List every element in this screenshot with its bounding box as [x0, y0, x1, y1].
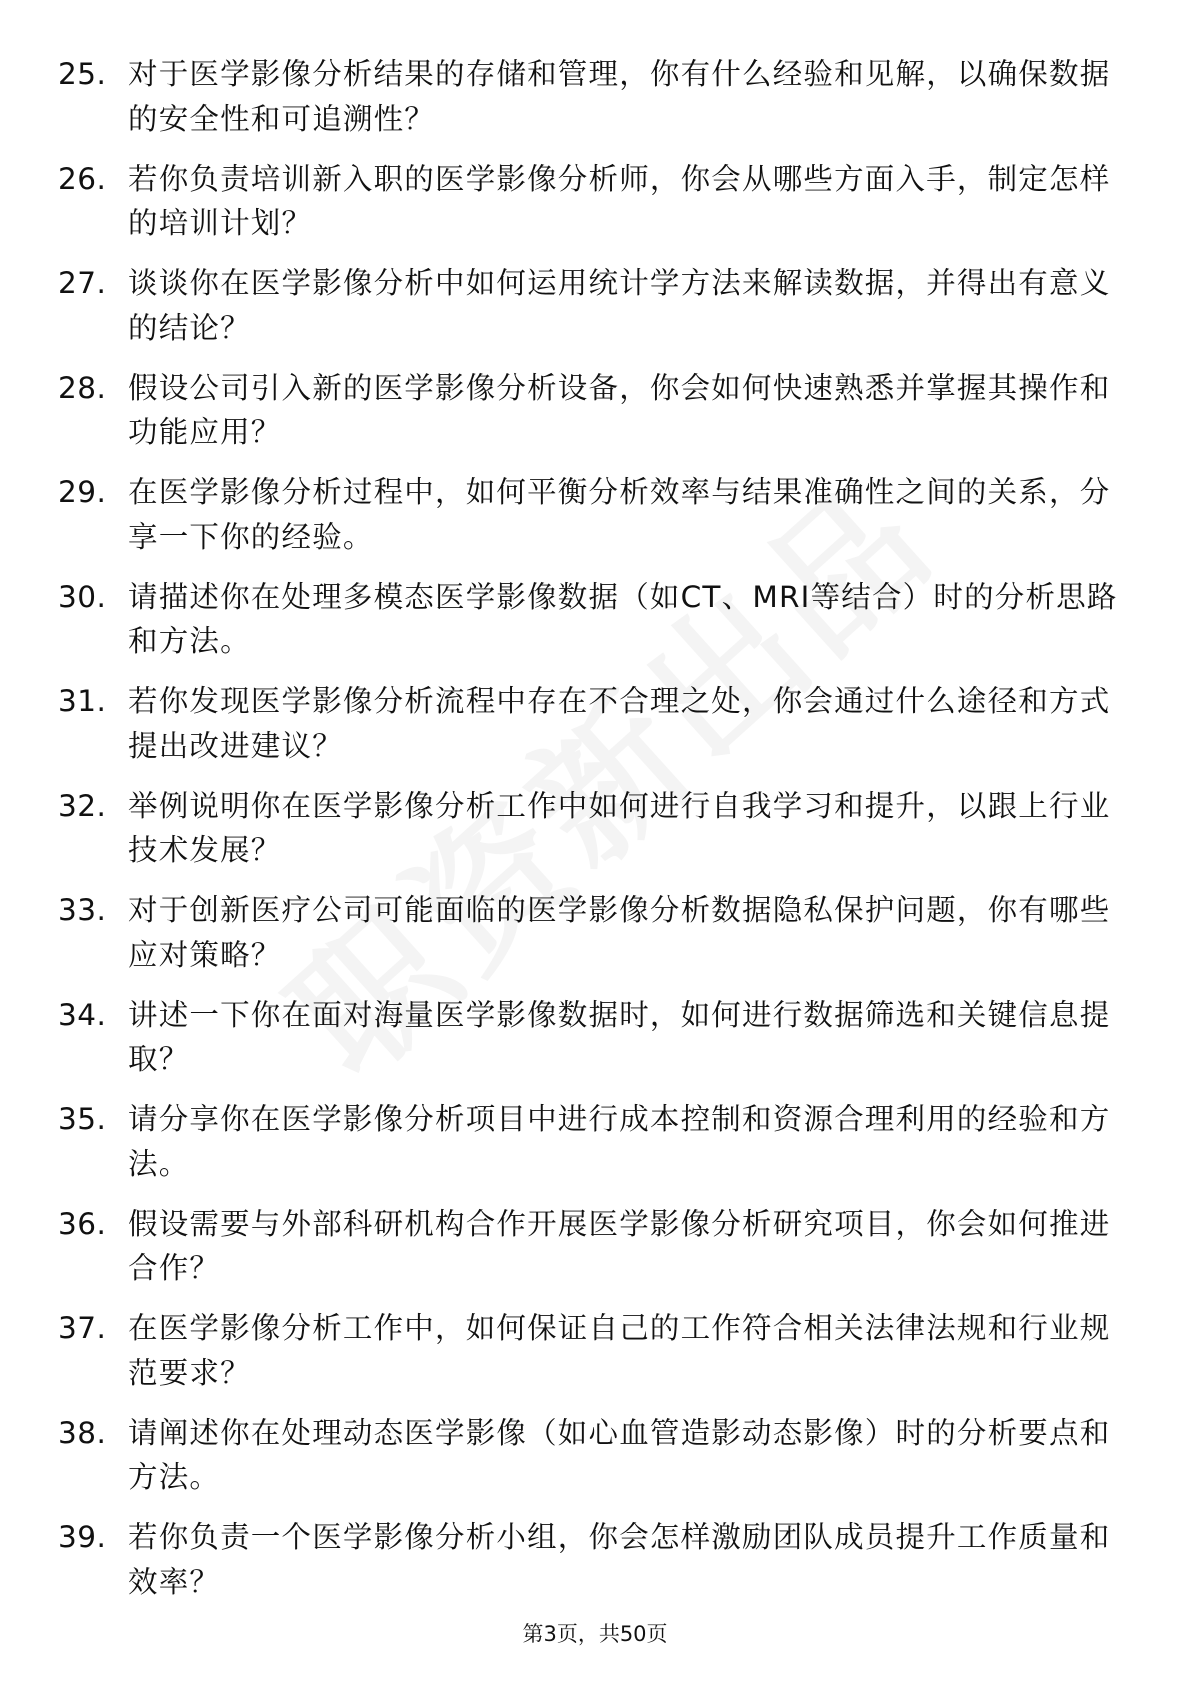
list-item	[58, 784, 1118, 873]
question-number: 29.	[58, 475, 107, 509]
question-text: 请描述你在处理多模态医学影像数据（如CT、MRI等结合）时的分析思路和方法。	[128, 579, 1118, 658]
question-text: 若你发现医学影像分析流程中存在不合理之处，你会通过什么途径和方式提出改进建议？	[128, 684, 1111, 763]
list-item	[58, 679, 1118, 768]
list-item	[58, 888, 1118, 977]
question-number: 25.	[58, 57, 107, 91]
question-text: 对于创新医疗公司可能面临的医学影像分析数据隐私保护问题，你有哪些应对策略？	[128, 893, 1111, 972]
page-footer: 第3页，共50页	[522, 1622, 668, 1646]
question-text: 谈谈你在医学影像分析中如何运用统计学方法来解读数据，并得出有意义的结论？	[128, 266, 1111, 345]
question-number: 39.	[58, 1520, 107, 1554]
question-number: 31.	[58, 684, 107, 718]
question-text: 在医学影像分析过程中，如何平衡分析效率与结果准确性之间的关系，分享一下你的经验。	[128, 475, 1111, 554]
question-list	[58, 52, 1118, 1620]
question-text: 讲述一下你在面对海量医学影像数据时，如何进行数据筛选和关键信息提取？	[128, 997, 1111, 1076]
question-text: 假设公司引入新的医学影像分析设备，你会如何快速熟悉并掌握其操作和功能应用？	[128, 370, 1111, 449]
list-item	[58, 1411, 1118, 1500]
question-number: 27.	[58, 266, 107, 300]
question-number: 38.	[58, 1415, 107, 1450]
list-item	[58, 470, 1118, 559]
question-number: 30.	[58, 579, 107, 614]
question-text: 举例说明你在医学影像分析工作中如何进行自我学习和提升，以跟上行业技术发展？	[128, 788, 1111, 867]
list-item	[58, 366, 1118, 455]
list-item	[58, 157, 1118, 246]
list-item	[58, 1097, 1118, 1186]
list-item	[58, 261, 1118, 350]
list-item	[58, 1202, 1118, 1291]
list-item	[58, 575, 1118, 664]
question-number: 37.	[58, 1311, 107, 1345]
question-text: 请分享你在医学影像分析项目中进行成本控制和资源合理利用的经验和方法。	[128, 1102, 1111, 1181]
question-text: 若你负责一个医学影像分析小组，你会怎样激励团队成员提升工作质量和效率？	[128, 1520, 1111, 1599]
question-number: 35.	[58, 1102, 107, 1136]
question-text: 若你负责培训新入职的医学影像分析师，你会从哪些方面入手，制定怎样的培训计划？	[128, 161, 1111, 240]
list-item	[58, 52, 1118, 141]
question-number: 33.	[58, 893, 107, 927]
question-number: 28.	[58, 370, 107, 405]
question-text: 请阐述你在处理动态医学影像（如心血管造影动态影像）时的分析要点和方法。	[128, 1415, 1111, 1494]
question-number: 26.	[58, 161, 107, 196]
question-number: 34.	[58, 997, 107, 1032]
list-item	[58, 993, 1118, 1082]
question-number: 36.	[58, 1206, 107, 1241]
list-item	[58, 1515, 1118, 1604]
list-item	[58, 1306, 1118, 1395]
question-text: 在医学影像分析工作中，如何保证自己的工作符合相关法律法规和行业规范要求？	[128, 1311, 1111, 1390]
question-text: 假设需要与外部科研机构合作开展医学影像分析研究项目，你会如何推进合作？	[128, 1206, 1111, 1285]
question-number: 32.	[58, 788, 107, 823]
question-text: 对于医学影像分析结果的存储和管理，你有什么经验和见解，以确保数据的安全性和可追溯性？	[128, 57, 1111, 136]
